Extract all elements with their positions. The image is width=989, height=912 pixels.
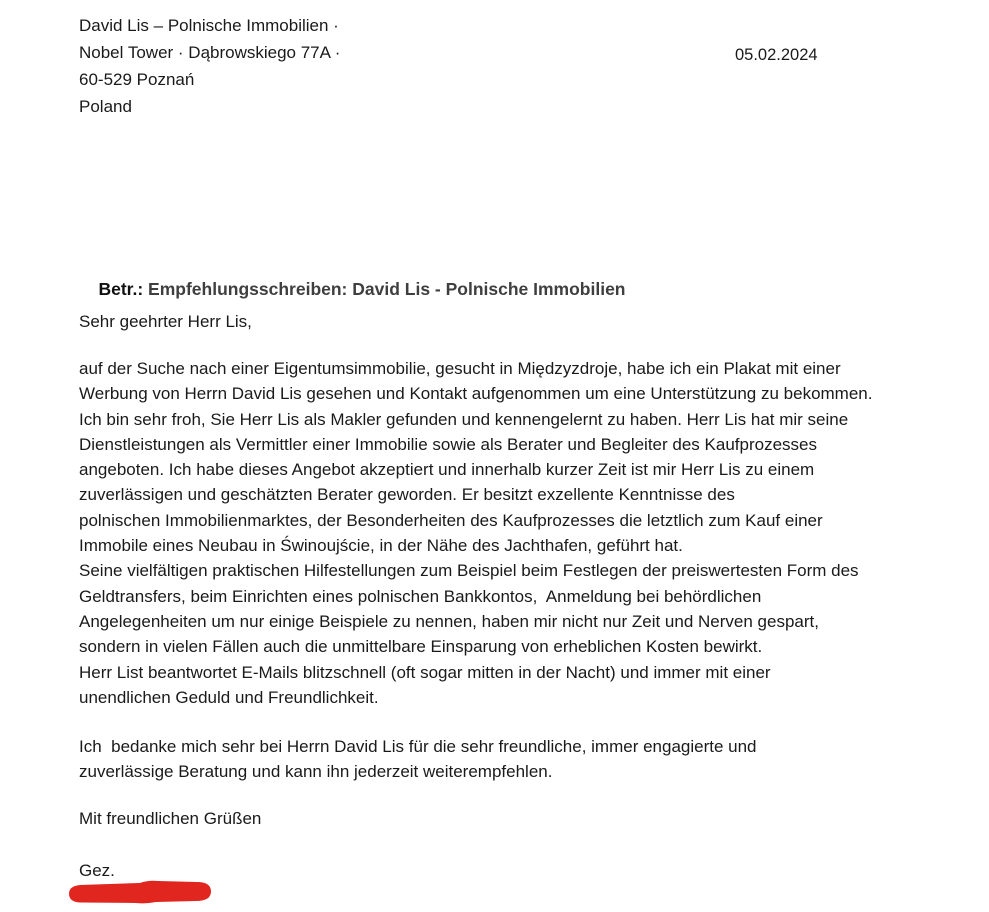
sender-line: 60-529 Poznań: [79, 70, 195, 89]
signature-redaction-marker: [66, 878, 214, 906]
body-line: Angelegenheiten um nur einige Beispiele zu nennen, haben mir nicht nur Zeit und Nerven gespart,: [79, 611, 819, 631]
body-line: polnischen Immobilienmarktes, der Besonderheiten des Kaufprozesses die letztlich zum Kauf einer: [79, 510, 823, 530]
sender-line: Nobel Tower · Dąbrowskiego 77A ·: [79, 43, 341, 62]
subject-text: Empfehlungsschreiben: David Lis - Polnische Immobilien: [143, 279, 626, 299]
thanks-line: zuverlässige Beratung und kann ihn jederzeit weiterempfehlen.: [79, 762, 553, 782]
closing-greeting: Mit freundlichen Grüßen: [79, 809, 262, 828]
salutation: Sehr geehrter Herr Lis,: [79, 312, 252, 331]
body-line: zuverlässigen und geschätzten Berater geworden. Er besitzt exzellente Kenntnisse des: [79, 485, 735, 505]
body-line: Dienstleistungen als Vermittler einer Immobilie sowie als Berater und Begleiter des Kaufprozesses: [79, 434, 817, 454]
thanks-line: Ich bedanke mich sehr bei Herrn David Lis für die sehr freundliche, immer engagierte und: [79, 737, 757, 756]
body-line: Seine vielfältigen praktischen Hilfestellungen zum Beispiel beim Festlegen der preiswertesten Form des: [79, 561, 859, 581]
body-paragraph: [79, 356, 872, 710]
body-line: Immobile eines Neubau in Świnoujście, in der Nähe des Jachthafen, geführt hat.: [79, 536, 683, 556]
body-line: Ich bin sehr froh, Sie Herr Lis als Makler gefunden und kennengelernt zu haben. Herr Lis hat mir seine: [79, 409, 849, 429]
body-line: unendlichen Geduld und Freundlichkeit.: [79, 687, 379, 707]
sender-line: David Lis – Polnische Immobilien ·: [79, 16, 339, 35]
signature-label: Gez.: [79, 861, 115, 880]
sender-line: Poland: [79, 97, 132, 116]
body-line: Geldtransfers, beim Einrichten eines polnischen Bankkontos, Anmeldung bei behördlichen: [79, 586, 762, 606]
sender-address-block: [79, 12, 340, 120]
letter-date: 05.02.2024: [735, 46, 818, 64]
subject-prefix: Betr.:: [98, 279, 144, 299]
body-line: Werbung von Herrn David Lis gesehen und Kontakt aufgenommen um eine Unterstützung zu bekommen.: [79, 384, 873, 404]
body-line: auf der Suche nach einer Eigentumsimmobilie, gesucht in Międzyzdroje, habe ich ein Plakat mit einer: [79, 359, 841, 378]
thanks-paragraph: [79, 734, 757, 785]
body-line: sondern in vielen Fällen auch die unmittelbare Einsparung von erheblichen Kosten bewirkt.: [79, 637, 763, 657]
body-line: angeboten. Ich habe dieses Angebot akzeptiert und innerhalb kurzer Zeit ist mir Herr Lis zu einem: [79, 460, 815, 480]
body-line: Herr List beantwortet E-Mails blitzschnell (oft sogar mitten in der Nacht) und immer mit einer: [79, 662, 771, 682]
